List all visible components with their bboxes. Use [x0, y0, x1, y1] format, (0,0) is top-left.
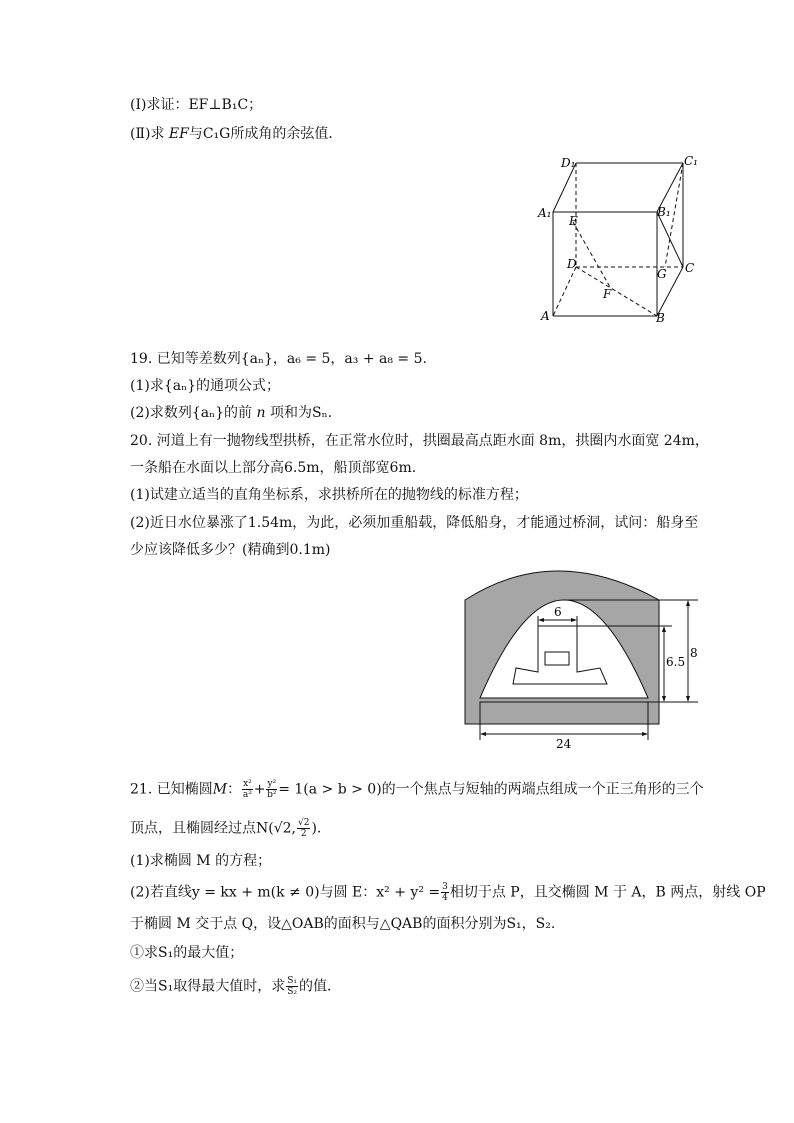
cube-figure [530, 150, 710, 325]
frac-S2: S₂ [287, 987, 297, 997]
label-B: B [656, 311, 665, 325]
q18-part2-suffix: 与C₁G所成角的余弦值． [188, 126, 343, 142]
label-B1: B₁ [657, 205, 671, 219]
label-D1: D₁ [561, 156, 576, 170]
q20-part1: (1)试建立适当的直角坐标系，求拱桥所在的抛物线的标准方程； [130, 487, 528, 503]
q18-part2 [130, 124, 342, 144]
q19-part1: (1)求{aₙ}的通项公式； [130, 378, 281, 394]
q21-stem2: 顶点，且椭圆经过点N(√2, [130, 820, 296, 837]
q21-stem: 21. 已知椭圆M： $\frac{\text{x²}}{\text{a²}}$ + $\frac{\text{y²}}{\text{b²}}$ = 1(a > b > 0)的一个焦点与短轴的两端点组成一个正三角形的三个 [130, 779, 704, 800]
frac-S1-S2 [286, 976, 298, 997]
frac-b2: b² [267, 790, 277, 800]
q21-part2 [130, 882, 766, 903]
q21-stem2-end: ). [311, 820, 322, 837]
q20-part2-cont: 少应该降低多少？(精确到0.1m) [130, 542, 331, 558]
q21-part4: ①求S₁的最大值； [130, 945, 244, 961]
q21-stem-b: = 1(a > b > 0)的一个焦点与短轴的两端点组成一个正三角形的三个 [278, 781, 704, 798]
label-C: C [685, 261, 695, 275]
label-A: A [541, 309, 550, 323]
frac-two: 2 [300, 829, 307, 839]
q21-part2-b: 相切于点 P，且交椭圆 M 于 A，B 两点，射线 OP [449, 884, 766, 901]
frac-x2: x² [243, 779, 252, 789]
bridge-label-boat-height: 6.5 [666, 655, 686, 669]
q21-stem-a: 21. 已知椭圆 [130, 781, 213, 798]
q19-part2-a: (2)求数列{aₙ}的前 [130, 405, 257, 421]
label-D: D [567, 257, 577, 271]
label-C1: C₁ [684, 154, 698, 168]
q20-part2: (2)近日水位暴涨了1.54m，为此，必须加重船载，降低船身，才能通过桥洞，试问：船身至 [130, 515, 699, 531]
q21-part5-a: ②当S₁取得最大值时，求 [130, 978, 286, 995]
label-E: E [569, 214, 578, 228]
q21-part5-b: 的值． [298, 978, 341, 995]
frac-three: 3 [442, 882, 448, 892]
q19-part2-b: 项和为Sₙ. [265, 405, 333, 421]
q20-stem-2: 一条船在水面以上部分高6.5m，船顶部宽6m. [130, 460, 417, 476]
frac-x2-a2 [242, 779, 253, 800]
bridge-label-water-width: 24 [556, 737, 572, 751]
q18-part2-ef: EF [168, 126, 189, 142]
label-A1: A₁ [538, 206, 552, 220]
q21-stem-2 [130, 818, 321, 839]
frac-a2: a² [242, 790, 252, 800]
frac-root2-2 [297, 818, 310, 839]
frac-y2: y² [267, 779, 277, 789]
bridge-label-top-width: 6 [554, 605, 562, 619]
q20-stem: 20. 河道上有一抛物线型拱桥，在正常水位时，拱圈最高点距水面 8m，拱圈内水面宽 24m， [130, 433, 709, 449]
q18-part1: (Ⅰ)求证：EF⊥B₁C； [130, 97, 263, 113]
frac-four: 4 [442, 893, 448, 903]
frac-3-4 [441, 882, 449, 903]
q21-part3: 于椭圆 M 交于点 Q，设△OAB的面积与△QAB的面积分别为S₁，S₂. [130, 916, 556, 932]
q19-part2-n: n [256, 405, 266, 421]
q21-part5 [130, 976, 341, 997]
q21-part2-a: (2)若直线y = kx + m(k ≠ 0)与圆 E：x² + y² = [130, 884, 441, 901]
label-F: F [603, 287, 612, 301]
q19-part2 [130, 403, 332, 423]
frac-y2-b2 [266, 779, 277, 800]
q21-part1: (1)求椭圆 M 的方程； [130, 853, 272, 869]
bridge-figure [460, 562, 700, 752]
frac-root2: √2 [298, 818, 310, 828]
bridge-label-arch-height: 8 [690, 646, 698, 660]
frac-S1: S₁ [287, 976, 297, 986]
q19-stem: 19. 已知等差数列{aₙ}，a₆ = 5，a₃ + a₈ = 5. [130, 351, 427, 367]
q18-part2-prefix: (Ⅱ)求 [130, 126, 169, 142]
label-G: G [657, 267, 667, 281]
q21-stem-M: M [212, 781, 228, 798]
